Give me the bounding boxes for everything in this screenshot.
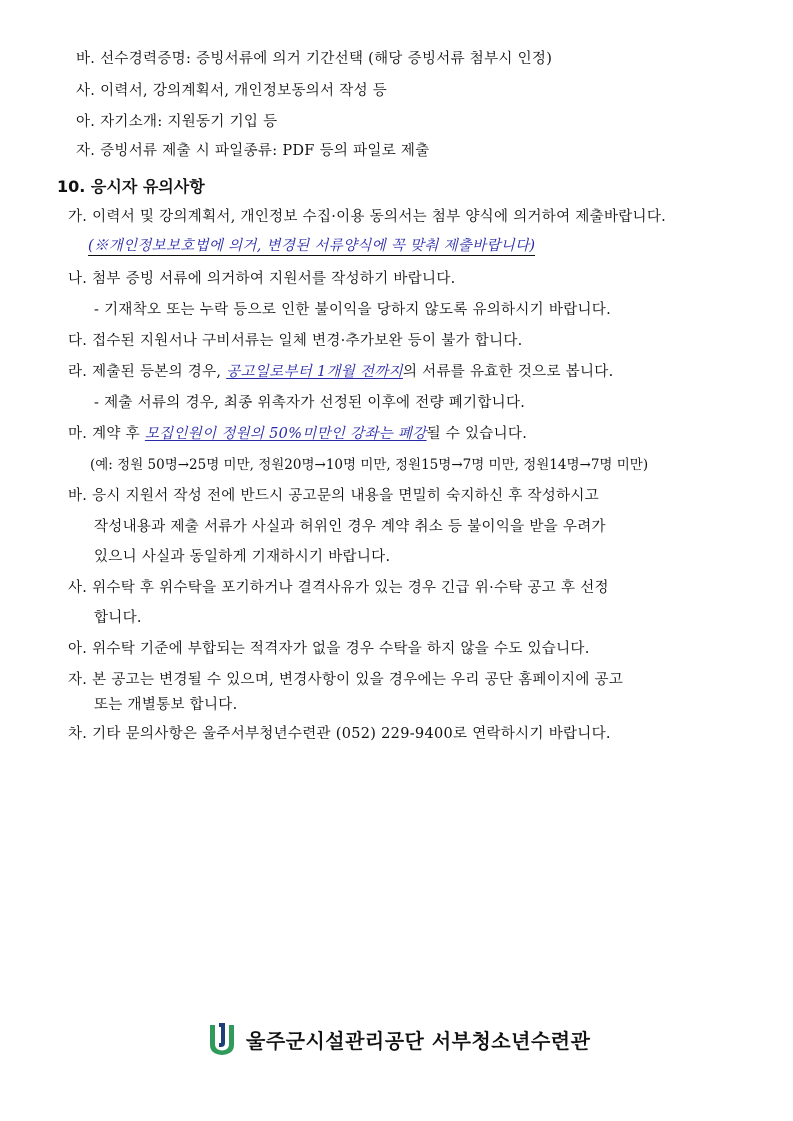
note-ma-pre: 마. 계약 후 — [68, 426, 145, 442]
note-a: 아. 위수탁 기준에 부합되는 적격자가 없을 경우 수탁을 하지 않을 수도 있습니다. — [68, 641, 590, 657]
note-ga-emphasis-text: (※개인정보보호법에 의거, 변경된 서류양식에 꼭 맞춰 제출바랍니다) — [88, 238, 536, 254]
note-na-sub: - 기재착오 또는 누락 등으로 인한 불이익을 당하지 않도록 유의하시기 바랍니다. — [94, 302, 612, 318]
item-sa-resume: 사. 이력서, 강의계획서, 개인정보동의서 작성 등 — [76, 83, 388, 99]
note-ma-highlight: 모집인원이 정원의 50%미만인 강좌는 폐강 — [144, 426, 427, 442]
item-ja-filetype: 자. 증빙서류 제출 시 파일종류: PDF 등의 파일로 제출 — [76, 143, 430, 159]
note-sa-line1: 사. 위수탁 후 위수탁을 포기하거나 결격사유가 있는 경우 긴급 위·수탁 공고 후 선정 — [68, 580, 609, 596]
note-ba-line2: 작성내용과 제출 서류가 사실과 허위인 경우 계약 취소 등 불이익을 받을 우려가 — [94, 519, 606, 535]
organization-logo-icon — [208, 1021, 236, 1057]
note-ma — [68, 424, 527, 444]
note-ja-line2: 또는 개별통보 합니다. — [94, 697, 238, 713]
note-ra-pre: 라. 제출된 등본의 경우, — [68, 364, 227, 380]
note-ja-line1: 자. 본 공고는 변경될 수 있으며, 변경사항이 있을 경우에는 우리 공단 홈페이지에 공고 — [68, 672, 624, 688]
footer-organization-name: 울주군시설관리공단 서부청소년수련관 — [246, 1028, 591, 1053]
note-da: 다. 접수된 지원서나 구비서류는 일체 변경·추가보완 등이 불가 합니다. — [68, 333, 523, 349]
note-ga: 가. 이력서 및 강의계획서, 개인정보 수집·이용 동의서는 첨부 양식에 의거하여 제출바랍니다. — [68, 209, 667, 225]
note-ma-example: (예: 정원 50명→25명 미만, 정원20명→10명 미만, 정원15명→7명 미만, 정원14명→7명 미만) — [90, 457, 649, 473]
note-ra — [68, 362, 614, 382]
note-ba-line3: 있으니 사실과 동일하게 기재하시기 바랍니다. — [94, 549, 391, 565]
item-a-intro: 아. 자기소개: 지원동기 기입 등 — [76, 114, 278, 130]
note-ra-post: 의 서류를 유효한 것으로 봅니다. — [402, 364, 614, 380]
note-ma-post: 될 수 있습니다. — [426, 426, 528, 442]
note-cha: 차. 기타 문의사항은 울주서부청년수련관 (052) 229-9400로 연락하시기 바랍니다. — [68, 726, 611, 742]
item-ba-career: 바. 선수경력증명: 증빙서류에 의거 기간선택 (해당 증빙서류 첨부시 인정) — [76, 51, 553, 67]
note-sa-line2: 합니다. — [94, 610, 142, 626]
note-ba-line1: 바. 응시 지원서 작성 전에 반드시 공고문의 내용을 면밀히 숙지하신 후 작성하시고 — [68, 488, 600, 504]
footer — [208, 1019, 590, 1059]
note-ra-highlight: 공고일로부터 1개월 전까지 — [226, 364, 403, 380]
note-ra-sub: - 제출 서류의 경우, 최종 위촉자가 선정된 이후에 전량 폐기합니다. — [94, 395, 526, 411]
section-title: 10. 응시자 유의사항 — [57, 177, 205, 196]
note-na: 나. 첨부 증빙 서류에 의거하여 지원서를 작성하기 바랍니다. — [68, 271, 456, 287]
note-ga-emphasis — [88, 236, 535, 256]
